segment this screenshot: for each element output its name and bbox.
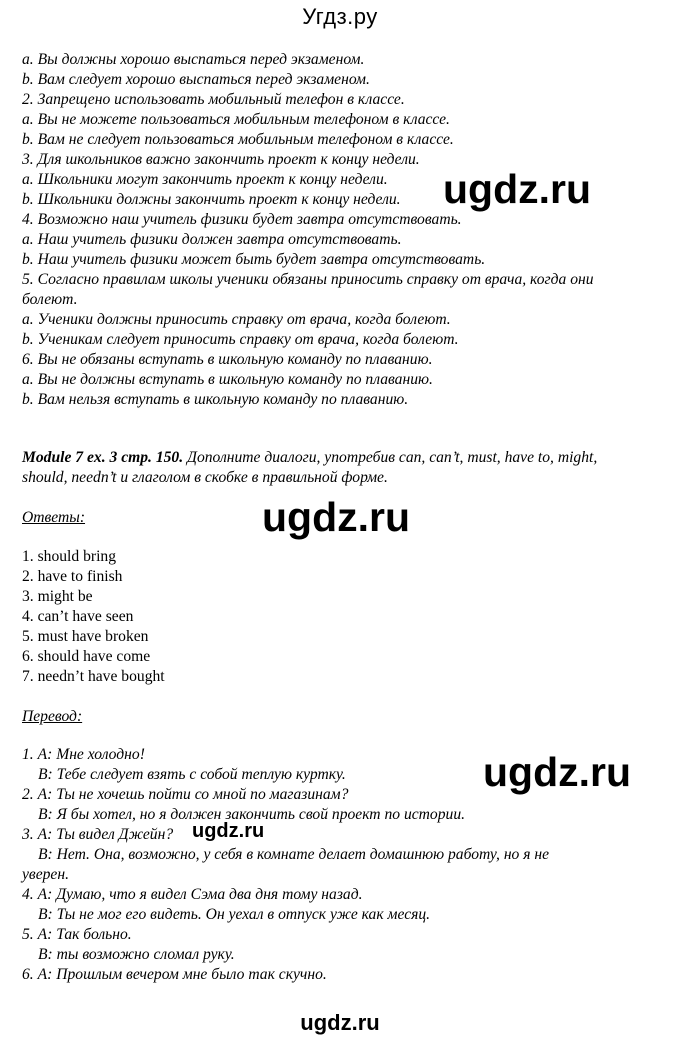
translation-line: уверен. [22, 866, 69, 883]
part1-line: 5. Согласно правилам школы ученики обязаны приносить справку от врача, когда они [22, 271, 594, 288]
answers-title: Ответы: [22, 509, 86, 526]
translation-line: В: Тебе следует взять с собой теплую куртку. [38, 766, 346, 783]
answer-item: 4. can’t have seen [22, 608, 134, 625]
answer-item: 5. must have broken [22, 628, 149, 645]
answer-item: 2. have to finish [22, 568, 123, 585]
site-header-title: Угдз.ру [302, 4, 378, 29]
module-heading [22, 448, 597, 468]
part1-line: a. Вы не можете пользоваться мобильным телефоном в классе. [22, 111, 450, 128]
watermark: ugdz.ru [192, 820, 265, 842]
module-heading-text: Дополните диалоги, употребив can, can’t, must, have to, might, [183, 449, 598, 466]
part1-line: a. Вы не должны вступать в школьную команду по плаванию. [22, 371, 433, 388]
translation-line: 3. А: Ты видел Джейн? [22, 826, 174, 843]
part1-line: 4. Возможно наш учитель физики будет завтра отсутствовать. [22, 211, 462, 228]
translation-line: В: Нет. Она, возможно, у себя в комнате делает домашнюю работу, но я не [38, 846, 550, 863]
translation-title: Перевод: [22, 708, 83, 725]
answer-item: 1. should bring [22, 548, 116, 565]
part1-line: b. Вам нельзя вступать в школьную команду по плаванию. [22, 391, 409, 408]
part1-line: a. Ученики должны приносить справку от врача, когда болеют. [22, 311, 451, 328]
part1-line: 2. Запрещено использовать мобильный телефон в классе. [22, 91, 405, 108]
watermark: ugdz.ru [443, 166, 592, 212]
part1-line: b. Наш учитель физики может быть будет завтра отсутствовать. [22, 251, 486, 268]
translation-line: 1. А: Мне холодно! [22, 746, 145, 763]
translation-line: 6. А: Прошлым вечером мне было так скучно. [22, 966, 327, 983]
part1-line: a. Вы должны хорошо выспаться перед экзаменом. [22, 51, 365, 68]
part1-line: b. Вам не следует пользоваться мобильным телефоном в классе. [22, 131, 454, 148]
part1-line: 3. Для школьников важно закончить проект к концу недели. [22, 151, 420, 168]
translation-line: В: ты возможно сломал руку. [38, 946, 235, 963]
watermark: ugdz.ru [483, 749, 632, 795]
translation-line: В: Ты не мог его видеть. Он уехал в отпуск уже как месяц. [38, 906, 431, 923]
part1-line: a. Школьники могут закончить проект к концу недели. [22, 171, 388, 188]
answer-item: 3. might be [22, 588, 93, 605]
part1-line: b. Ученикам следует приносить справку от врача, когда болеют. [22, 331, 459, 348]
part1-line: 6. Вы не обязаны вступать в школьную команду по плаванию. [22, 351, 433, 368]
translation-line: 2. А: Ты не хочешь пойти со мной по магазинам? [22, 786, 349, 803]
translation-line: В: Я бы хотел, но я должен закончить свой проект по истории. [38, 806, 466, 823]
part1-line: болеют. [22, 291, 78, 308]
translation-line: 4. А: Думаю, что я видел Сэма два дня тому назад. [22, 886, 363, 903]
part1-line: a. Наш учитель физики должен завтра отсутствовать. [22, 231, 402, 248]
part1-line: b. Вам следует хорошо выспаться перед экзаменом. [22, 71, 370, 88]
translation-line: 5. А: Так больно. [22, 926, 132, 943]
module-heading-line2: should, needn’t и глаголом в скобке в правильной форме. [22, 469, 388, 486]
answer-item: 6. should have come [22, 648, 151, 665]
site-footer-link[interactable]: ugdz.ru [300, 1010, 380, 1035]
answer-item: 7. needn’t have bought [22, 668, 165, 685]
part1-line: b. Школьники должны закончить проект к концу недели. [22, 191, 401, 208]
watermark: ugdz.ru [262, 494, 411, 540]
module-heading-bold: Module 7 ex. 3 стр. 150. [22, 449, 184, 466]
